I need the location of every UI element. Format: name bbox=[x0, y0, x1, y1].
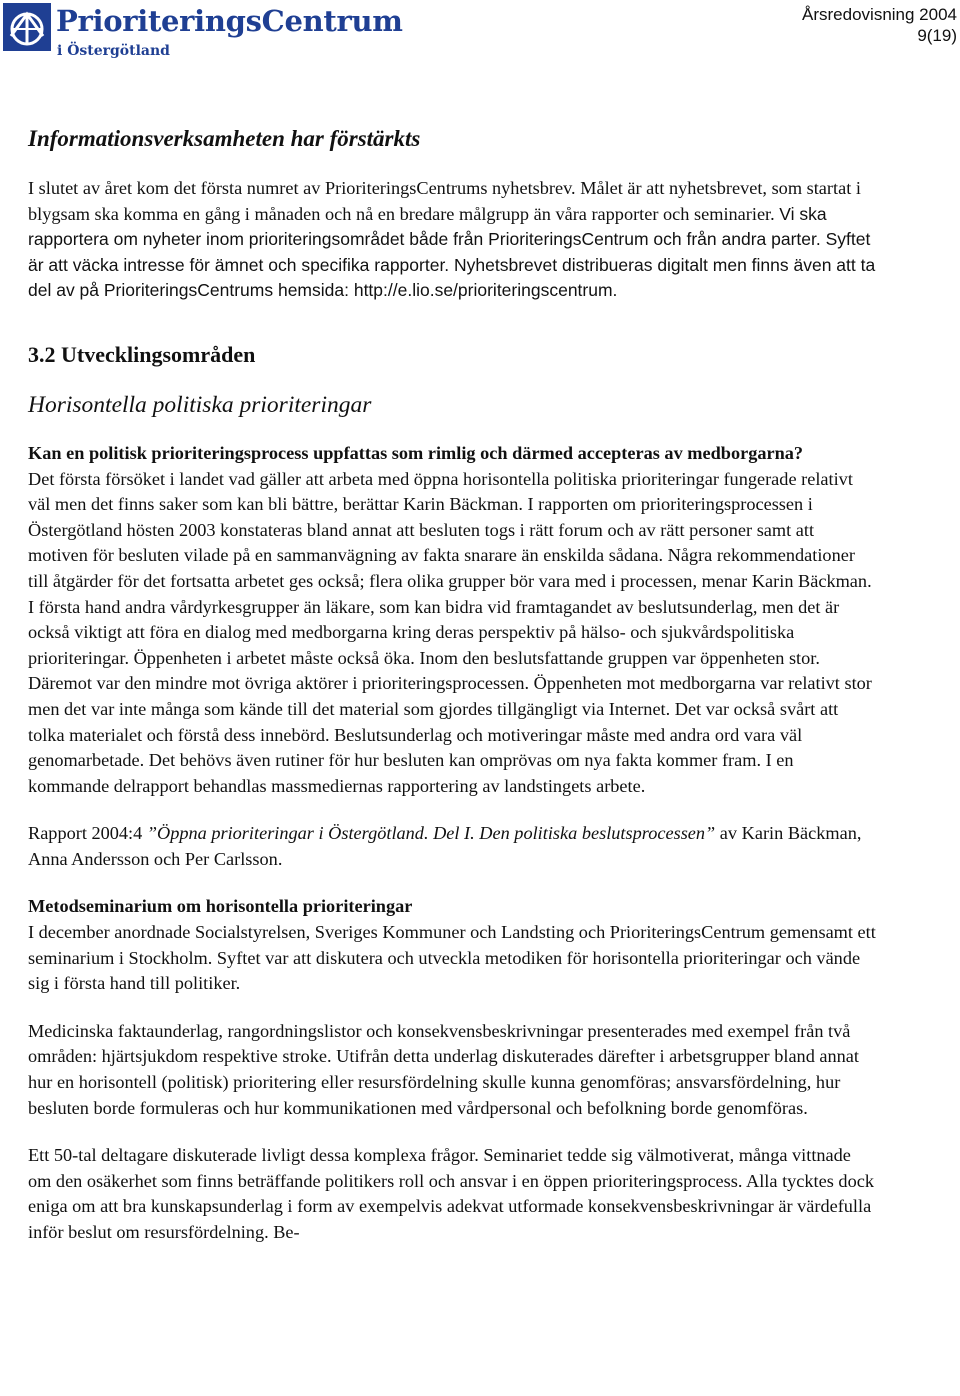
lead-question: Kan en politisk prioriteringsprocess uppfattas som rimlig och därmed accepteras av medborgarna? bbox=[28, 442, 804, 463]
prioriteringscentrum-logo-icon bbox=[2, 2, 52, 52]
logo-title: PrioriteringsCentrum bbox=[56, 4, 403, 38]
section-heading-development-areas: 3.2 Utvecklingsområden bbox=[28, 341, 256, 367]
newsletter-paragraph bbox=[28, 176, 878, 304]
report-title: ”Öppna prioriteringar i Östergötland. Del I. Den politiska beslutsprocessen” bbox=[146, 823, 716, 844]
logo-subtitle: i Östergötland bbox=[57, 43, 170, 59]
seminar-paragraph-2: Medicinska faktaunderlag, rangordningslistor och konsekvensbeskrivningar presenterades med exempel från två områden: hjärtsjukdom respektive stroke. Utifrån detta underlag diskuterades därefter i arbetsgrupper bland annat hur en horisontell (politisk) prioritering eller resursfördelning skulle kunna genomföras; ansvarsfördelning, hur besluten borde formuleras och hur kommunikationen med vårdpersonal och befolkning borde genomföras. bbox=[28, 1020, 859, 1118]
report-authors: av Karin Bäckman, Anna Andersson och Per Carlsson. bbox=[28, 823, 862, 869]
method-seminar-heading: Metodseminarium om horisontella prioriteringar bbox=[28, 896, 413, 917]
document-title: Årsredovisning 2004 bbox=[802, 5, 957, 24]
report-reference bbox=[28, 821, 878, 872]
newsletter-paragraph-part1: I slutet av året kom det första numret av PrioriteringsCentrums nyhetsbrev. Målet är att nyhetsbrevet, som startat i blygsam ska komma en gång i månaden och nå en bredare målgrupp än våra rapporter och seminarier. bbox=[28, 178, 861, 224]
page-header bbox=[0, 0, 960, 70]
newsletter-paragraph-part2: Vi ska rapportera om nyheter inom prioriteringsområdet både från PrioriteringsCentrum och från andra parter. Syftet är att väcka intresse för ämnet och specifika rapporter. Nyhetsbrevet distribueras digitalt men finns även att ta del av på PrioriteringsCentrums hemsida: http://e.lio.se/prioriteringscentrum. bbox=[28, 203, 876, 301]
document-body bbox=[28, 126, 878, 1246]
seminar-paragraph-3: Ett 50-tal deltagare diskuterade livligt dessa komplexa frågor. Seminariet tedde sig välmotiverat, många vittnade om den osäkerhet som finns beträffande politikers roll och ansvar i en öppen prioriteringsprocess. Alla tycktes dock eniga om att bra kunskapsunderlag i form av exempelvis adekvat utformade konsekvensbeskrivningar är värdefulla inför beslut om resursfördelning. Be- bbox=[28, 1145, 874, 1242]
subsection-title: Horisontella politiska prioriteringar bbox=[28, 391, 372, 418]
body-paragraph: Det första försöket i landet vad gäller att arbeta med öppna horisontella politiska prioriteringar fungerade relativt väl men det finns saker som kan bli bättre, berättar Karin Bäckman. I rapporten om prioriteringsprocessen i Östergötland hösten 2003 konstateras bland annat att besluten togs i rätt forum och av rätt personer samt att motiven för besluten vilade på en sammanvägning av fakta snarare än enskilda sådana. Några rekommendationer till åtgärder för det fortsatta arbetet ges också; flera olika grupper bör vara med i processen, menar Karin Bäckman. I första hand andra vårdyrkesgrupper än läkare, som kan bidra vid framtagandet av beslutsunderlag, men det är också viktigt att föra en dialog med medborgarna kring deras perspektiv på hälso- och sjukvårdspolitiska prioriteringar. Öppenheten i arbetet måste också öka. Inom den beslutsfattande gruppen var öppenheten stor. Däremot var den mindre mot övriga aktörer i prioriteringsprocessen. Öppenheten mot medborgarna var relativt stor men det var inte många som kände till det material som gjordes tillgängligt via Internet. Det var också svårt att tolka materialet och förstå dess innebörd. Beslutsunderlag och motiveringar måste med andra ord vara väl genomarbetade. Det behövs även rutiner för hur besluten kan omprövas om nya fakta kommer fram. I en kommande delrapport behandlas massmediernas rapportering av landstingets arbete. bbox=[28, 468, 872, 796]
report-prefix: Rapport 2004:4 bbox=[28, 823, 147, 844]
seminar-paragraph-1: I december anordnade Socialstyrelsen, Sveriges Kommuner och Landsting och PrioriteringsCentrum gemensamt ett seminarium i Stockholm. Syftet var att diskutera och utveckla metodiken för horisontella prioriteringar och vände sig i första hand till politiker. bbox=[28, 922, 876, 994]
section-heading-information: Informationsverksamheten har förstärkts bbox=[28, 126, 421, 151]
page-number: 9(19) bbox=[917, 26, 957, 45]
